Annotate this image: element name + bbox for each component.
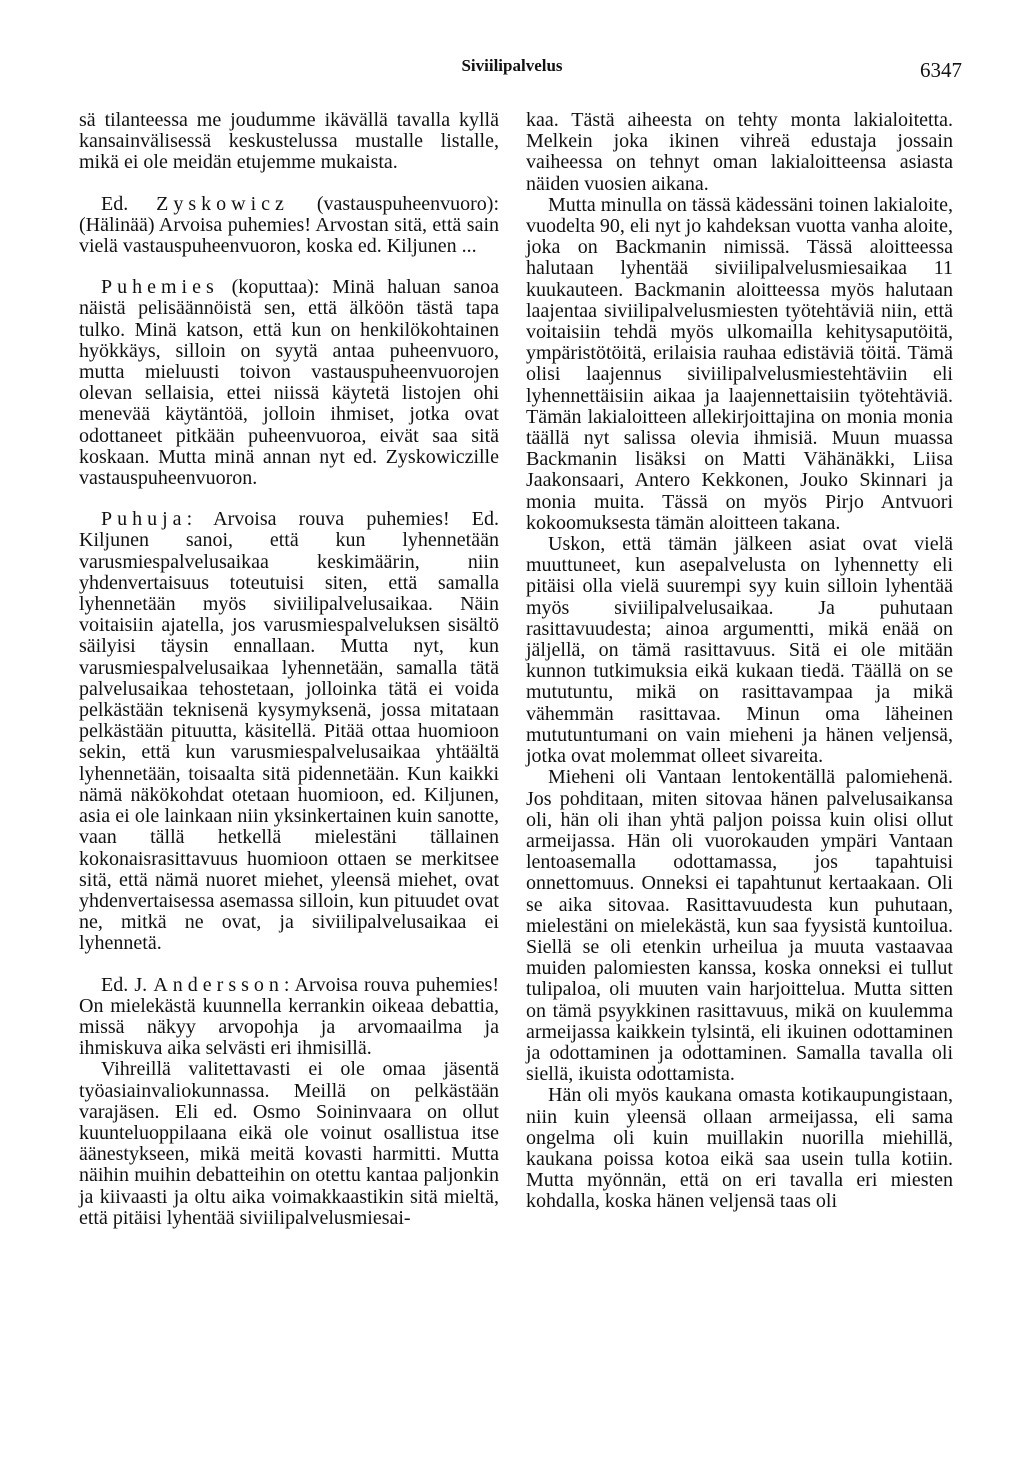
- paragraph: Mutta minulla on tässä kädessäni toinen lakialoite, vuodelta 90, eli nyt jo kahdeksan vuotta vanha aloite, joka on Backmanin nimissä. Tässä aloitteessa halutaan lyhentää siviilipalvelusmiesaikaa 11 kuukauteen. Backmanin aloitteessa myös halutaan laajentaa siviilipalvelusmiesten työtehtäviä niin, että voitaisiin tehdä myös ulkomailla kehitysaputöitä, ympäristötöitä, erilaisia rauhaa edistäviä töitä. Tämä olisi laajennus siviilipalvelusmiestehtäviin eli lyhennettäisiin aikaa ja laajennettaisiin työtehtäviä. Tämän lakialoitteen allekirjoittajina on monia monia täällä nyt salissa olevia ihmisiä. Muun muassa Backmanin lisäksi on Matti Vähänäkki, Liisa Jaakonsaari, Antero Kekkonen, Jouko Skinnari ja monia muita. Tässä on myös Pirjo Antvuori kokoomuksesta tämän aloitteen takana.: [526, 193, 953, 534]
- speaker-name: Puhuja: [101, 508, 187, 531]
- paragraph: sä tilanteessa me joudumme ikävällä tavalla kyllä kansainvälisessä keskustelussa mustalle listalle, mikä ei ole meidän etujemme mukaista.: [79, 109, 499, 174]
- speech-text: : Arvoisa rouva puhemies! Ed. Kiljunen sanoi, että kun lyhennetään varusmiespalvelusaikaa keskimäärin, niin yhdenvertaisuus toteutuisi siten, että samalla lyhennetään myös siviilipalvelusaikaa. Näin voitaisiin ajatella, jos varusmiespalveluksen sisältö säilyisi täysin ennallaan. Mutta nyt, kun varusmiespalvelusaikaa lyhennetään, samalla tätä palvelusaikaa tehostetaan, jolloinka tätä ei voida pelkästään teknisenä kysymyksenä, jossa mitataan pelkästään pituutta, käsitellä. Pitää ottaa huomioon sekin, että kun varusmiespalvelusaikaa yhtäältä lyhennetään, toisaalta sitä pidennetään. Kun kaikki nämä näkökohdat otetaan huomioon, ed. Kiljunen, asia ei ole lainkaan niin yksinkertainen kuin sanotte, vaan tällä hetkellä mielestäni tällainen kokonaisrasittavuus huomioon ottaen se merkitsee sitä, että nämä nuoret miehet, yleensä miehet, ovat yhdenvertaisessa asemassa silloin, kun pituudet ovat ne, mitkä ne ovat, ja siviilipalvelusaikaa ei lyhennetä.: [79, 508, 499, 955]
- speech-text: (vastauspuheenvuoro): (Hälinää) Arvoisa puhemies! Arvostan sitä, että sain vielä vastauspuheenvuoron, koska ed. Kiljunen ...: [79, 192, 499, 258]
- speech-puhemies: [79, 277, 499, 489]
- speech-text: (koputtaa): Minä haluan sanoa näistä pelisäännöistä sen, että älköön tästä tapa tulko. Minä katson, että kun on henkilökohtainen hyökkäys, silloin on syytä antaa puheenvuoro, mutta mieluusti toivon vastauspuheenvuorojen olevan sellaisia, ettei niissä käytetä listojen ohi menevää käytäntöä, jolloin ihmiset, jotka ovat odottaneet pitkään puheenvuoroa, eivät saa sitä koskaan. Mutta minä annan nyt ed. Zyskowiczille vastauspuheenvuoron.: [79, 276, 499, 490]
- page-header-title: Siviilipalvelus: [461, 56, 563, 75]
- page-number: 6347: [920, 58, 962, 82]
- paragraph: Uskon, että tämän jälkeen asiat ovat vielä muuttuneet, kun asepalvelusta on lyhennetty eli pitäisi olla vielä suurempi syy kuin silloin lyhentää myös siviilipalvelusaikaa. Ja puhutaan rasittavuudesta; ainoa argumentti, mikä enää on jäljellä, on tämä rasittavuus. Sitä ei ole mitään kunnon tutkimuksia eikä kukaan tiedä. Täällä on se mututuntu, mikä on rasittavampaa ja mikä vähemmän rasittavaa. Minun oma läheinen mututuntumani on vain mieheni ja hänen veljensä, jotka ovat molemmat olleet sivareita.: [526, 533, 953, 768]
- speech-text: : Arvoisa rouva puhemies! On mielekästä kuunnella kerrankin oikeaa debattia, missä näkyy arvopohja ja arvomaailma ja ihmiskuva aika selvästi eri ihmisillä.: [79, 973, 500, 1060]
- paragraph: Vihreillä valitettavasti ei ole omaa jäsentä työasiainvaliokunnassa. Meillä on pelkästään varajäsen. Eli ed. Osmo Soininvaara on ollut kuunteluoppilaana eikä ole voinut osallistua itse äänestykseen, mikä meitä kovasti harmitti. Mutta näihin muihin debatteihin on otettu kantaa paljonkin ja kiivaasti ja oltu aika voimakkaastikin sitä mieltä, että pitäisi lyhentää siviilipalvelusmiesai-: [79, 1058, 499, 1229]
- paragraph: Hän oli myös kaukana omasta kotikaupungistaan, niin kuin yleensä ollaan armeijassa, eli sama ongelma oli kuin muillakin nuorilla miehillä, kaukana poissa kotoa eikä saa usein tulla kotiin. Mutta myönnän, että on eri tavalla eri miesten kohdalla, koska hänen veljensä taas oli: [526, 1084, 953, 1213]
- speech-puhuja: [79, 509, 499, 954]
- paragraph: kaa. Tästä aiheesta on tehty monta lakialoitetta. Melkein joka ikinen vihreä edustaja jossain vaiheessa on tehnyt oman lakialoitteensa asiasta näiden vuosien aikana.: [526, 109, 953, 195]
- paragraph: Mieheni oli Vantaan lentokentällä palomiehenä. Jos pohditaan, miten sitovaa hänen palvelusaikansa oli, hän oli ihan yhtä paljon poissa kuin olisi ollut armeijassa. Hän oli vuorokauden ympäri Vantaan lentoasemalla odottamassa, jos tapahtuisi onnettomuus. Onneksi ei tapahtunut kertaakaan. Oli se aika sitovaa. Rasittavuudesta kun puhutaan, mielestäni on mielekästä, kun saa fyysistä kuntoilua. Siellä se oli etenkin urheilua ja muuta vastaavaa muiden palomiesten kanssa, koska onneksi ei tullut tulipaloa, oli muuten vain harjoittelua. Mutta sitten on tämä psyykkinen rasittavuus, mikä on kuulemma armeijassa kaikkein tylsintä, eli ikuinen odottaminen ja odottaminen ja odottaminen. Samalla tavalla oli siellä, ikuista odottamista.: [526, 766, 953, 1086]
- speaker-name: Andersson: [153, 973, 284, 996]
- speaker-prefix: Ed.: [101, 192, 157, 215]
- right-column: [526, 110, 953, 1213]
- speech-zyskowicz: [79, 194, 499, 258]
- speaker-prefix: Ed. J.: [101, 973, 154, 996]
- speech-andersson: [79, 975, 499, 1060]
- speaker-name: Puhemies: [101, 276, 219, 299]
- speaker-name: Zyskowicz: [156, 192, 289, 215]
- left-column: [79, 110, 499, 1229]
